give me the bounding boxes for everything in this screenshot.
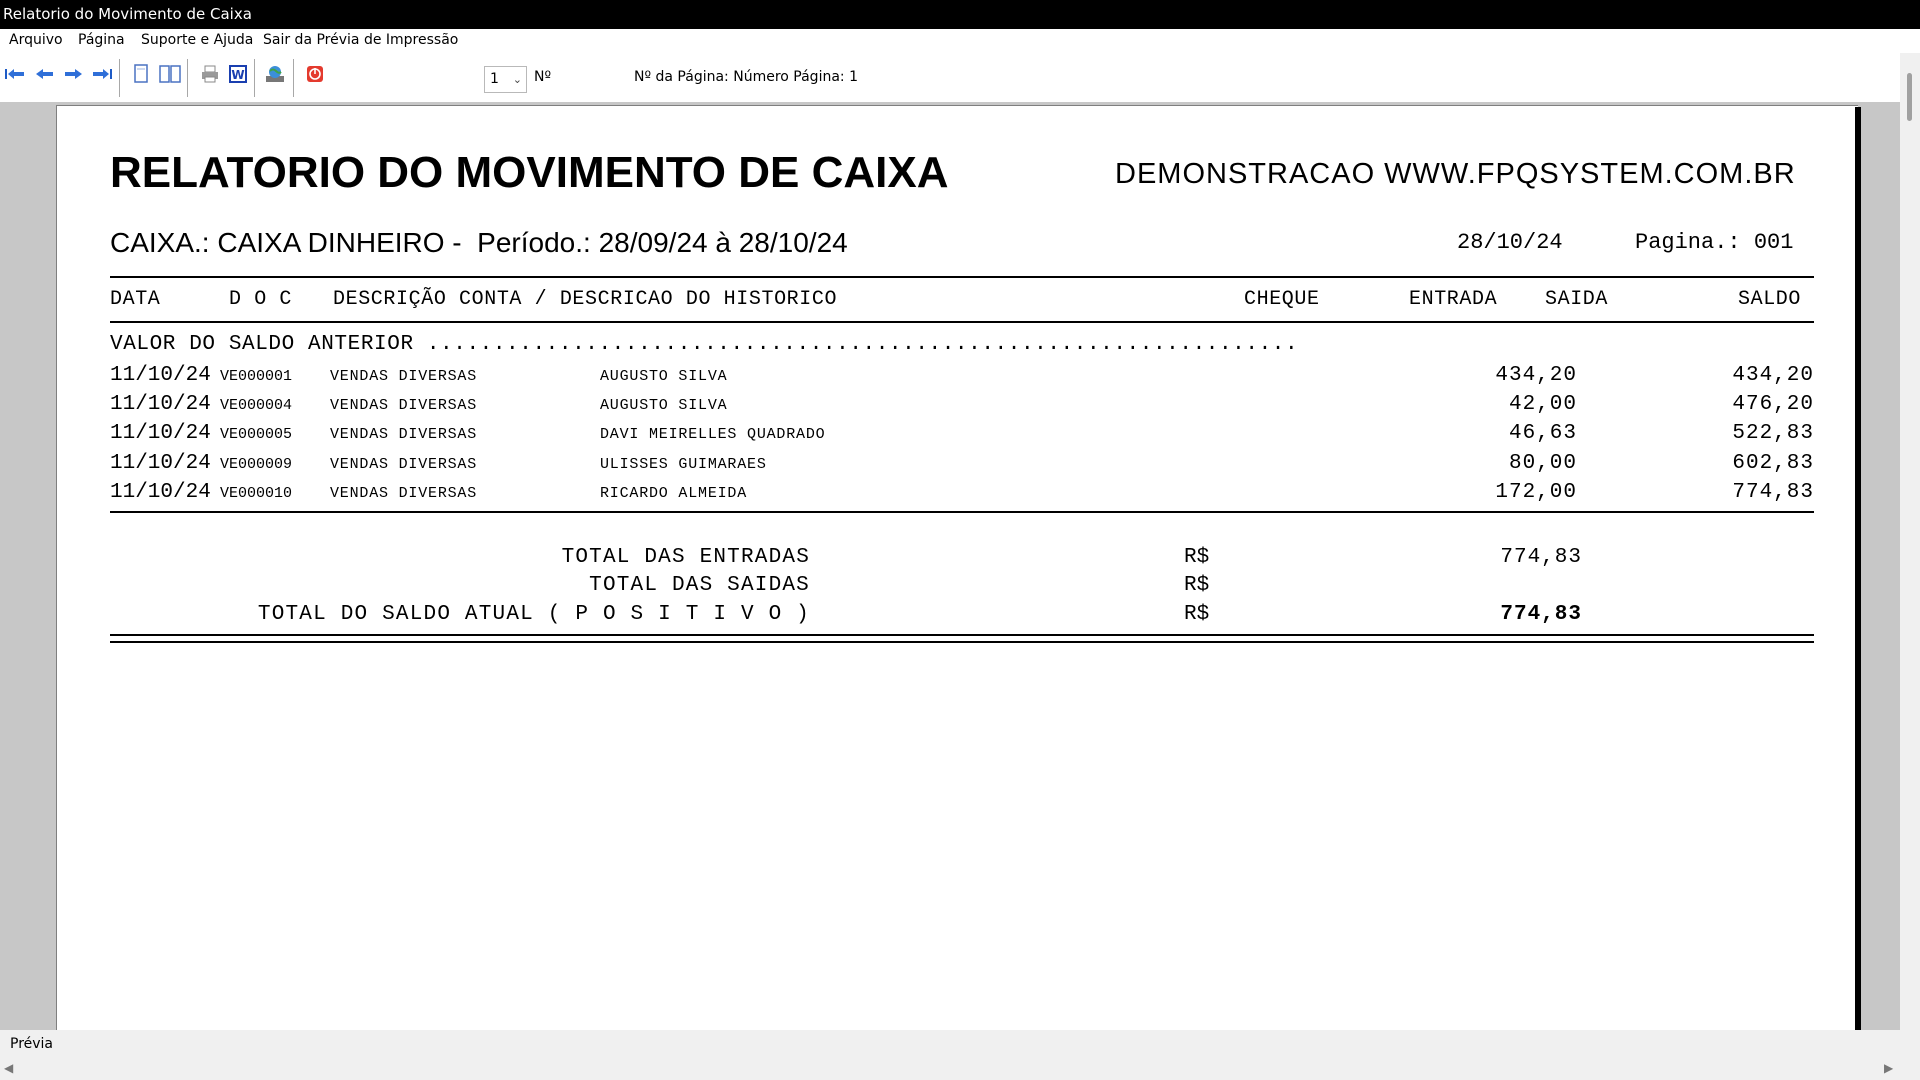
chevron-down-icon: ⌄ [512, 73, 522, 86]
row-entrada: 434,20 [1495, 364, 1577, 387]
vertical-scrollbar[interactable] [1900, 53, 1920, 1063]
printer-icon[interactable] [198, 62, 222, 86]
single-page-icon[interactable] [129, 62, 153, 86]
col-header-doc: D O C [229, 288, 293, 311]
row-entrada: 42,00 [1508, 393, 1577, 416]
total-saldo-currency: R$ [1184, 603, 1210, 626]
report-caixa-period: CAIXA.: CAIXA DINHEIRO - Período.: 28/09/24 à 28/10/24 [110, 227, 848, 258]
row-doc: VE000004 [220, 397, 293, 414]
window-title: Relatorio do Movimento de Caixa [0, 0, 1920, 29]
row-conta: VENDAS DIVERSAS [330, 426, 478, 443]
row-entrada: 46,63 [1508, 422, 1577, 445]
web-export-icon[interactable] [263, 62, 287, 86]
row-doc: VE000010 [220, 485, 293, 502]
first-page-icon[interactable] [3, 62, 27, 86]
total-entradas-label: TOTAL DAS ENTRADAS [561, 546, 810, 569]
row-conta: VENDAS DIVERSAS [330, 456, 478, 473]
row-historico: RICARDO ALMEIDA [600, 485, 748, 502]
report-date: 28/10/24 [1457, 230, 1563, 255]
total-entradas-value: 774,83 [1500, 546, 1582, 569]
row-entrada: 172,00 [1495, 481, 1577, 504]
saldo-anterior-line: VALOR DO SALDO ANTERIOR .................................................................. [110, 333, 1299, 356]
last-page-icon[interactable] [90, 62, 114, 86]
col-header-descricao: DESCRIÇÃO CONTA / DESCRICAO DO HISTORICO [333, 288, 838, 311]
row-doc: VE000005 [220, 426, 293, 443]
preview-area[interactable] [0, 102, 1900, 1030]
row-saldo: 434,20 [1732, 364, 1814, 387]
menu-bar [0, 29, 1920, 53]
previous-page-icon[interactable] [33, 62, 57, 86]
svg-text:W: W [231, 68, 245, 82]
col-header-cheque: CHEQUE [1244, 288, 1320, 311]
row-data: 11/10/24 [110, 364, 211, 387]
total-saldo-label: TOTAL DO SALDO ATUAL ( P O S I T I V O ) [257, 603, 810, 626]
row-saldo: 522,83 [1732, 422, 1814, 445]
row-data: 11/10/24 [110, 481, 211, 504]
menu-pagina[interactable]: Página [78, 32, 125, 48]
menu-suporte[interactable]: Suporte e Ajuda [141, 32, 254, 48]
page-number-value: 1 [490, 71, 499, 87]
two-pages-icon[interactable] [158, 62, 182, 86]
row-historico: AUGUSTO SILVA [600, 397, 728, 414]
report-page-number: Pagina.: 001 [1635, 230, 1794, 255]
row-conta: VENDAS DIVERSAS [330, 485, 478, 502]
col-header-saldo: SALDO [1738, 288, 1802, 311]
next-page-icon[interactable] [61, 62, 85, 86]
report-title: RELATORIO DO MOVIMENTO DE CAIXA [110, 148, 949, 197]
page-shadow [1855, 107, 1861, 1030]
menu-arquivo[interactable]: Arquivo [9, 32, 63, 48]
row-historico: DAVI MEIRELLES QUADRADO [600, 426, 826, 443]
horizontal-scrollbar[interactable] [0, 1058, 1920, 1080]
row-saldo: 774,83 [1732, 481, 1814, 504]
row-saldo: 476,20 [1732, 393, 1814, 416]
col-header-data: DATA [110, 288, 161, 311]
row-historico: ULISSES GUIMARAES [600, 456, 767, 473]
page-number-select[interactable] [484, 66, 527, 93]
page-info: Nº da Página: Número Página: 1 [634, 69, 858, 85]
col-header-saida: SAIDA [1545, 288, 1609, 311]
total-entradas-currency: R$ [1184, 546, 1210, 569]
toolbar [0, 53, 1900, 102]
menu-sair[interactable]: Sair da Prévia de Impressão [263, 32, 459, 48]
row-data: 11/10/24 [110, 452, 211, 475]
scroll-left-icon[interactable]: ◀ [4, 1061, 14, 1075]
number-label: Nº [534, 69, 552, 85]
row-conta: VENDAS DIVERSAS [330, 368, 478, 385]
total-saidas-currency: R$ [1184, 574, 1210, 597]
report-demo-banner: DEMONSTRACAO WWW.FPQSYSTEM.COM.BR [1115, 158, 1796, 190]
word-export-icon[interactable] [226, 62, 250, 86]
row-conta: VENDAS DIVERSAS [330, 397, 478, 414]
row-doc: VE000001 [220, 368, 293, 385]
total-saldo-value: 774,83 [1500, 603, 1582, 626]
row-saldo: 602,83 [1732, 452, 1814, 475]
scroll-right-icon[interactable]: ▶ [1884, 1061, 1894, 1075]
col-header-entrada: ENTRADA [1409, 288, 1498, 311]
row-entrada: 80,00 [1508, 452, 1577, 475]
row-data: 11/10/24 [110, 422, 211, 445]
row-historico: AUGUSTO SILVA [600, 368, 728, 385]
vertical-scroll-thumb[interactable] [1907, 73, 1912, 121]
row-doc: VE000009 [220, 456, 293, 473]
row-data: 11/10/24 [110, 393, 211, 416]
status-bar: Prévia [0, 1030, 1920, 1058]
stop-icon[interactable] [303, 62, 327, 86]
total-saidas-label: TOTAL DAS SAIDAS [589, 574, 810, 597]
report-page [56, 105, 1858, 1030]
